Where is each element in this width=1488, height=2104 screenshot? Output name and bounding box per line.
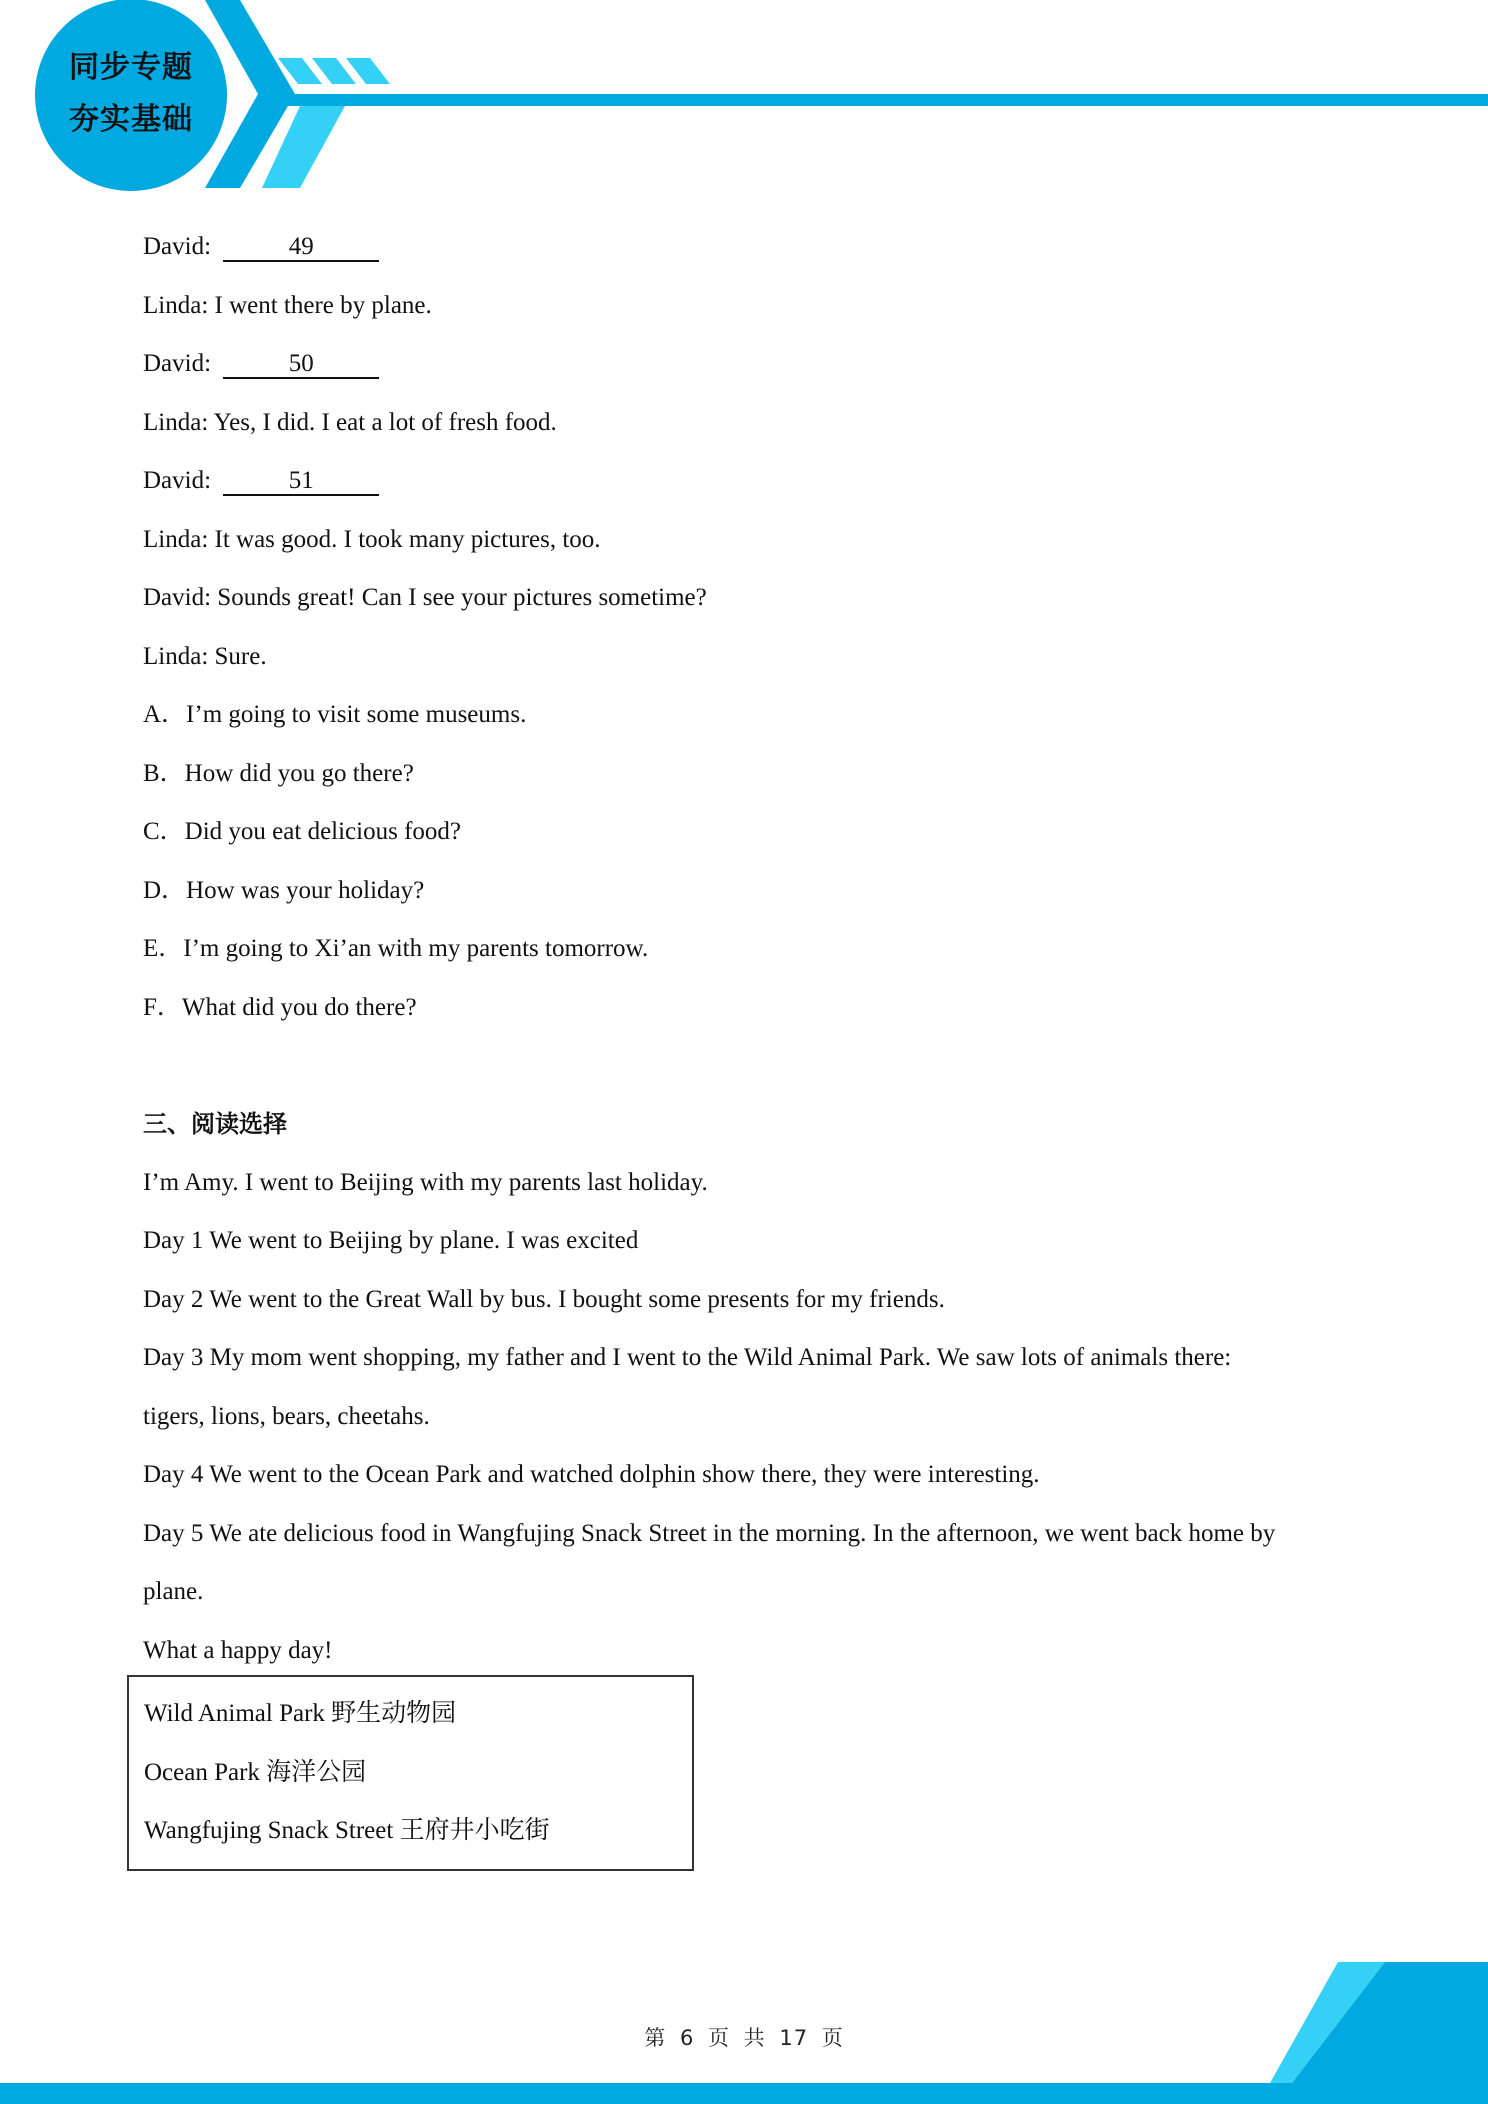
dialogue-speaker: David:	[143, 233, 212, 260]
section-title: 三、阅读选择	[143, 1110, 287, 1138]
option-d: D．How was your holiday?	[143, 876, 425, 904]
passage-line: I’m Amy. I went to Beijing with my parents last holiday.	[143, 1168, 708, 1196]
header-stripe	[260, 94, 1488, 106]
passage-line: Day 3 My mom went shopping, my father and I went to the Wild Animal Park. We saw lots of animals there:	[143, 1344, 1232, 1371]
answer-blank-49[interactable]: 49	[223, 234, 379, 262]
badge-line-1: 同步专题	[69, 50, 193, 85]
dialogue-line: Linda: It was good. I took many pictures, too.	[143, 525, 601, 553]
dialogue-line: David: Sounds great! Can I see your pictures sometime?	[143, 584, 707, 611]
glossary-box	[127, 1675, 694, 1871]
dialogue-line	[143, 218, 1363, 277]
passage-line: Day 5 We ate delicious food in Wangfujing Snack Street in the morning. In the afternoon, we went back home by	[143, 1519, 1276, 1547]
passage-line: Day 2 We went to the Great Wall by bus. I bought some presents for my friends.	[143, 1285, 945, 1313]
option-b: B．How did you go there?	[143, 759, 414, 787]
dialogue-speaker: David:	[143, 350, 212, 377]
page-number: 第 6 页 共 17 页	[644, 2026, 844, 2050]
dialogue-speaker: David:	[143, 467, 212, 494]
passage-line: What a happy day!	[143, 1636, 333, 1664]
header-badge-text	[36, 42, 226, 146]
option-a: A．I’m going to visit some museums.	[143, 701, 527, 728]
passage-line: plane.	[143, 1578, 204, 1605]
passage-line: Day 4 We went to the Ocean Park and watched dolphin show there, they were interesting.	[143, 1461, 1040, 1488]
option-e: E．I’m going to Xi’an with my parents tomorrow.	[143, 935, 649, 962]
badge-line-2: 夯实基础	[69, 102, 193, 137]
dialogue-line	[143, 452, 1363, 511]
dialogue-line	[143, 335, 1363, 394]
option-f: F．What did you do there?	[143, 993, 417, 1021]
dialogue-line: Linda: I went there by plane.	[143, 291, 432, 319]
option-c: C．Did you eat delicious food?	[143, 818, 461, 845]
glossary-item: Ocean Park 海洋公园	[144, 1758, 367, 1786]
section-spacer	[143, 1037, 1363, 1095]
page-content	[143, 218, 1363, 1680]
dialogue-line: Linda: Yes, I did. I eat a lot of fresh food.	[143, 408, 557, 436]
glossary-item: Wild Animal Park 野生动物园	[144, 1700, 457, 1727]
footer-stripe	[0, 2083, 1488, 2104]
answer-blank-50[interactable]: 50	[223, 351, 379, 379]
answer-blank-51[interactable]: 51	[223, 468, 379, 496]
passage-line: tigers, lions, bears, cheetahs.	[143, 1402, 430, 1430]
glossary-item: Wangfujing Snack Street 王府井小吃街	[144, 1817, 550, 1844]
passage-line: Day 1 We went to Beijing by plane. I was excited	[143, 1227, 639, 1254]
dialogue-line: Linda: Sure.	[143, 642, 267, 670]
